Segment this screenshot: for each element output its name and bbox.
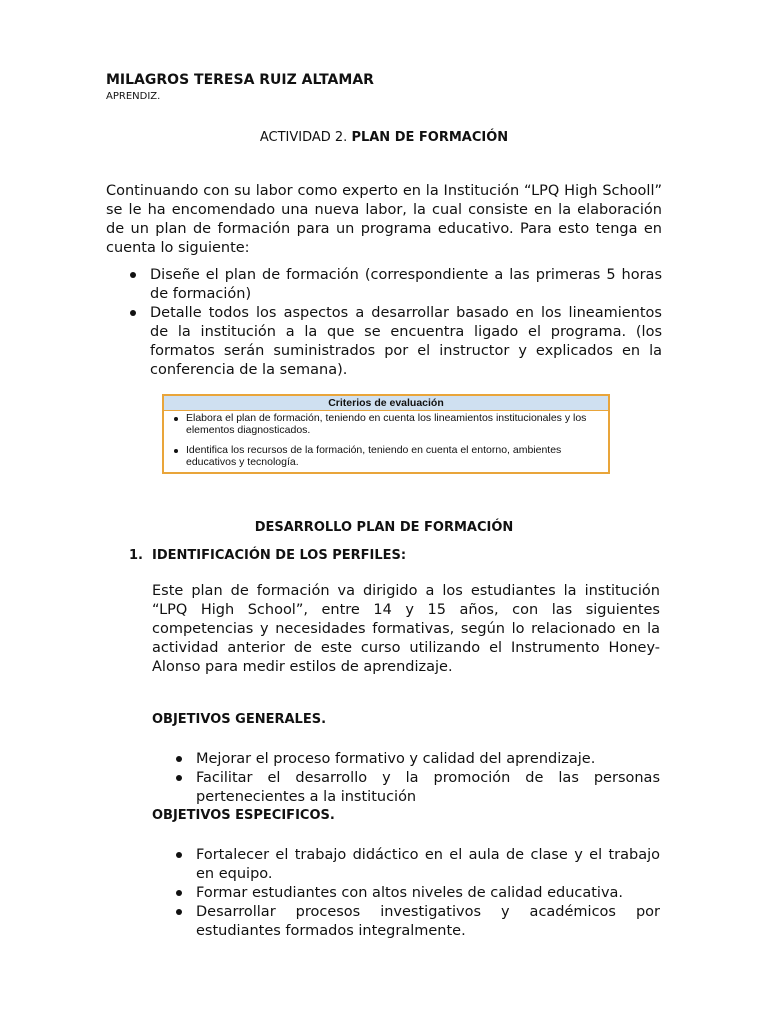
activity-prefix: ACTIVIDAD 2. xyxy=(259,130,352,145)
list-item: Formar estudiantes con altos niveles de calidad educativa. xyxy=(152,884,660,903)
author-name: MILAGROS TERESA RUIZ ALTAMAR xyxy=(106,72,374,88)
author-role: APRENDIZ. xyxy=(106,91,161,102)
list-item: Detalle todos los aspectos a desarrollar basado en los lineamientos de la institución a la que se encuentra ligado el programa. (los formatos serán suministrados por el instructor y explicados en la conferencia de la semana). xyxy=(106,304,662,380)
section-1-heading: 1. IDENTIFICACIÓN DE LOS PERFILES: xyxy=(129,548,407,563)
list-item: Diseñe el plan de formación (correspondiente a las primeras 5 horas de formación) xyxy=(106,266,662,304)
task-list xyxy=(106,266,662,380)
list-item: Fortalecer el trabajo didáctico en el aula de clase y el trabajo en equipo. xyxy=(152,846,660,884)
intro-paragraph: Continuando con su labor como experto en la Institución “LPQ High Schooll” se le ha encomendado una nueva labor, la cual consiste en la elaboración de un plan de formación para un programa educativo. Para esto tenga en cuenta lo siguiente: xyxy=(106,183,662,256)
general-objectives-list xyxy=(152,750,660,807)
criteria-title: Criterios de evaluación xyxy=(164,396,608,411)
list-item: Facilitar el desarrollo y la promoción de las personas pertenecientes a la institución xyxy=(152,769,660,807)
specific-objectives-heading: OBJETIVOS ESPECIFICOS. xyxy=(152,808,335,823)
activity-title xyxy=(0,130,768,145)
evaluation-criteria-box xyxy=(162,394,610,474)
specific-objectives-list xyxy=(152,846,660,941)
list-item: Identifica los recursos de la formación, teniendo en cuenta el entorno, ambientes educativos y tecnología. xyxy=(170,445,602,468)
list-item: Elabora el plan de formación, teniendo en cuenta los lineamientos institucionales y los elementos diagnosticados. xyxy=(170,413,602,436)
development-title: DESARROLLO PLAN DE FORMACIÓN xyxy=(254,520,514,535)
list-item: Mejorar el proceso formativo y calidad del aprendizaje. xyxy=(152,750,660,769)
general-objectives-heading: OBJETIVOS GENERALES. xyxy=(152,712,327,727)
list-item: Desarrollar procesos investigativos y académicos por estudiantes formados integralmente. xyxy=(152,903,660,941)
profile-paragraph: Este plan de formación va dirigido a los estudiantes la institución “LPQ High School”, entre 14 y 15 años, con las siguientes competencias y necesidades formativas, según lo relacionado en la actividad anterior de este curso utilizando el Instrumento Honey-Alonso para medir estilos de aprendizaje. xyxy=(152,583,660,675)
criteria-list xyxy=(164,411,608,468)
activity-name: PLAN DE FORMACIÓN xyxy=(351,130,509,145)
